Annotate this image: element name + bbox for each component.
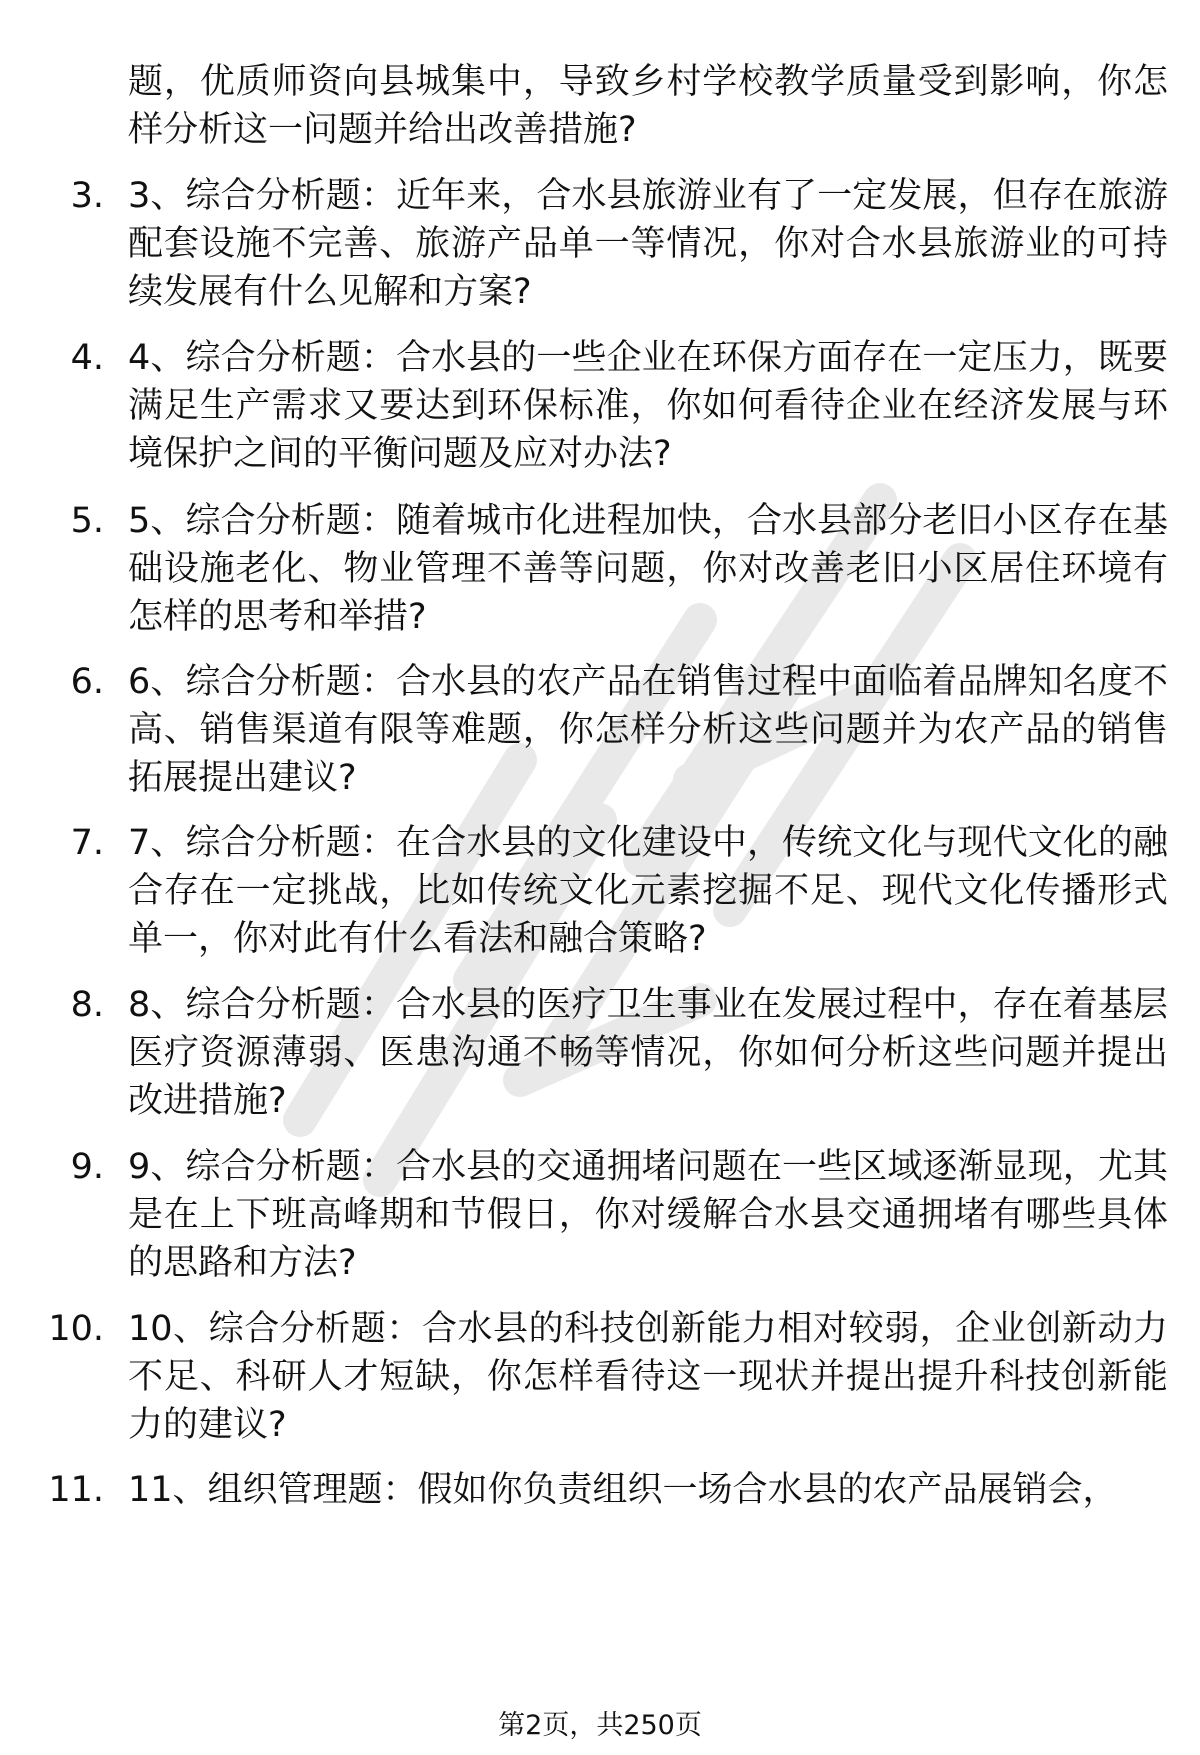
question-text: 7、综合分析题：在合水县的文化建设中，传统文化与现代文化的融合存在一定挑战，比如传统文化元素挖掘不足、现代文化传播形式单一，你对此有什么看法和融合策略? bbox=[128, 823, 1168, 959]
question-number: 5. bbox=[70, 501, 104, 541]
question-text: 5、综合分析题：随着城市化进程加快，合水县部分老旧小区存在基础设施老化、物业管理不善等问题，你对改善老旧小区居住环境有怎样的思考和举措? bbox=[128, 501, 1168, 637]
question-number: 3. bbox=[70, 176, 104, 216]
question-text: 9、综合分析题：合水县的交通拥堵问题在一些区域逐渐显现，尤其是在上下班高峰期和节假日，你对缓解合水县交通拥堵有哪些具体的思路和方法? bbox=[128, 1147, 1168, 1283]
question-number: 10. bbox=[48, 1309, 104, 1349]
question-number: 11. bbox=[48, 1470, 104, 1510]
question-text: 11、组织管理题：假如你负责组织一场合水县的农产品展销会， bbox=[128, 1470, 1118, 1510]
question-text: 8、综合分析题：合水县的医疗卫生事业在发展过程中，存在着基层医疗资源薄弱、医患沟通不畅等情况，你如何分析这些问题并提出改进措施? bbox=[128, 985, 1168, 1121]
question-number: 7. bbox=[70, 823, 104, 863]
question-number: 6. bbox=[70, 662, 104, 702]
question-number: 8. bbox=[70, 985, 104, 1025]
question-number: 4. bbox=[70, 338, 104, 378]
question-text: 4、综合分析题：合水县的一些企业在环保方面存在一定压力，既要满足生产需求又要达到环保标准，你如何看待企业在经济发展与环境保护之间的平衡问题及应对办法? bbox=[128, 338, 1168, 474]
question-text: 3、综合分析题：近年来，合水县旅游业有了一定发展，但存在旅游配套设施不完善、旅游产品单一等情况，你对合水县旅游业的可持续发展有什么见解和方案? bbox=[128, 176, 1168, 312]
question-text: 6、综合分析题：合水县的农产品在销售过程中面临着品牌知名度不高、销售渠道有限等难题，你怎样分析这些问题并为农产品的销售拓展提出建议? bbox=[128, 662, 1168, 798]
question-text: 10、综合分析题：合水县的科技创新能力相对较弱，企业创新动力不足、科研人才短缺，你怎样看待这一现状并提出提升科技创新能力的建议? bbox=[128, 1309, 1168, 1445]
question-text: 题，优质师资向县城集中，导致乡村学校教学质量受到影响，你怎样分析这一问题并给出改善措施? bbox=[128, 62, 1168, 150]
page-footer: 第2页，共250页 bbox=[498, 1710, 702, 1741]
question-number: 9. bbox=[70, 1147, 104, 1187]
